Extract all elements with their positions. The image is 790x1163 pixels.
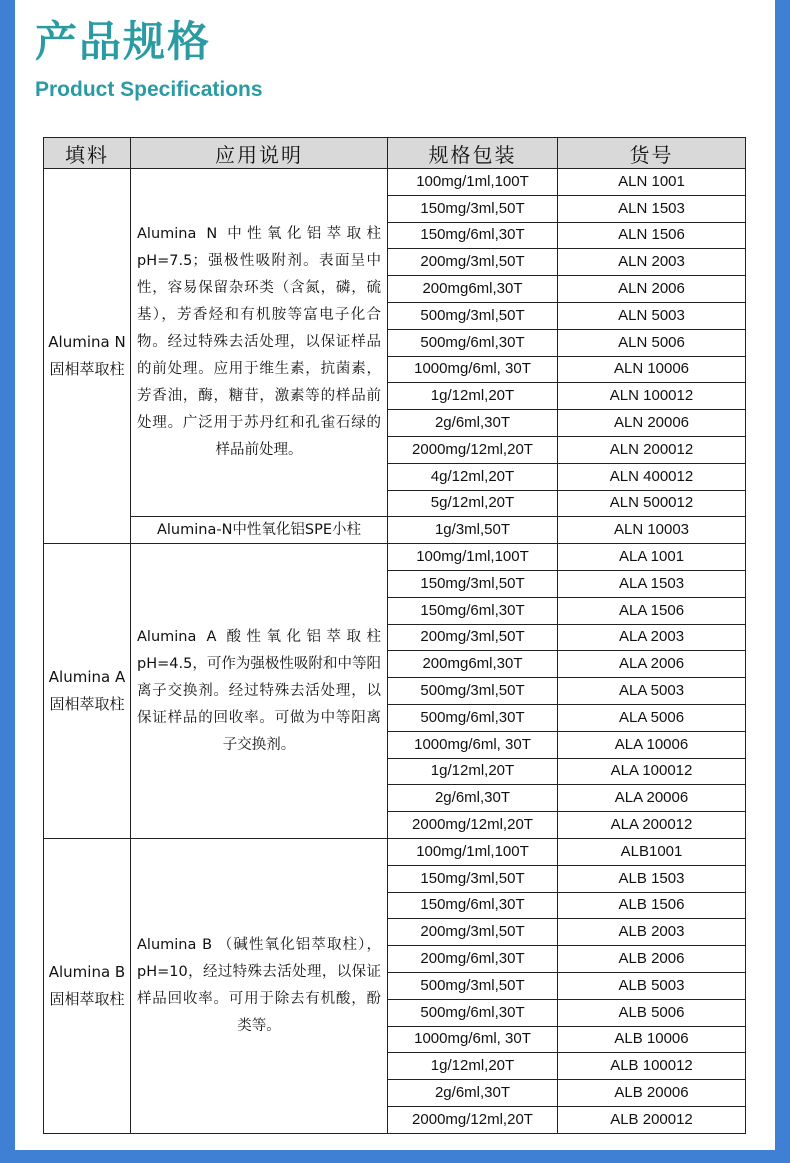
code-cell: ALN 400012 [558, 463, 746, 490]
spec-cell: 2g/6ml,30T [388, 1080, 558, 1107]
table-row [44, 517, 746, 544]
code-cell: ALB 200012 [558, 1106, 746, 1133]
spec-cell: 500mg/6ml,30T [388, 329, 558, 356]
code-cell: ALN 1506 [558, 222, 746, 249]
spec-cell: 200mg/6ml,30T [388, 946, 558, 973]
code-cell: ALN 5003 [558, 302, 746, 329]
code-cell: ALA 200012 [558, 812, 746, 839]
spec-cell: 1g/12ml,20T [388, 758, 558, 785]
spec-cell: 200mg/3ml,50T [388, 249, 558, 276]
code-cell: ALB1001 [558, 838, 746, 865]
spec-cell: 200mg/3ml,50T [388, 624, 558, 651]
spec-cell: 150mg/6ml,30T [388, 892, 558, 919]
header-description: 应用说明 [131, 138, 388, 169]
fill-name: Alumina A [48, 668, 126, 687]
spec-cell: 1000mg/6ml, 30T [388, 356, 558, 383]
code-cell: ALN 1001 [558, 169, 746, 196]
spec-cell: 1000mg/6ml, 30T [388, 731, 558, 758]
description-cell [131, 838, 388, 1133]
fill-cell [44, 169, 131, 544]
spec-cell: 200mg6ml,30T [388, 276, 558, 303]
fill-type: 固相萃取柱 [49, 989, 125, 1008]
code-cell: ALN 500012 [558, 490, 746, 517]
table-row [44, 838, 746, 865]
page-title: 产品规格 [35, 17, 212, 66]
code-cell: ALA 2003 [558, 624, 746, 651]
spec-cell: 200mg6ml,30T [388, 651, 558, 678]
code-cell: ALB 100012 [558, 1053, 746, 1080]
spec-cell: 2g/6ml,30T [388, 410, 558, 437]
spec-cell: 100mg/1ml,100T [388, 838, 558, 865]
spec-cell: 500mg/3ml,50T [388, 302, 558, 329]
code-cell: ALN 200012 [558, 436, 746, 463]
fill-cell [44, 544, 131, 839]
fill-name: Alumina B [48, 962, 126, 981]
description-cell [131, 169, 388, 517]
spec-cell: 1g/12ml,20T [388, 1053, 558, 1080]
spec-cell: 500mg/3ml,50T [388, 678, 558, 705]
spec-cell: 500mg/6ml,30T [388, 704, 558, 731]
spec-cell: 2000mg/12ml,20T [388, 436, 558, 463]
spec-cell: 2000mg/12ml,20T [388, 812, 558, 839]
code-cell: ALA 5006 [558, 704, 746, 731]
spe-description-cell: Alumina-N中性氧化铝SPE小柱 [131, 517, 388, 544]
spec-cell: 5g/12ml,20T [388, 490, 558, 517]
spec-cell: 150mg/6ml,30T [388, 222, 558, 249]
fill-name: Alumina N [48, 333, 126, 352]
spec-cell: 2g/6ml,30T [388, 785, 558, 812]
spec-cell: 100mg/1ml,100T [388, 544, 558, 571]
spec-cell: 150mg/3ml,50T [388, 570, 558, 597]
spec-card [15, 0, 775, 1150]
header-fill: 填料 [44, 138, 131, 169]
spec-cell: 100mg/1ml,100T [388, 169, 558, 196]
description-text: Alumina A 酸性氧化铝萃取柱pH=4.5，可作为强极性吸附和中等阳离子交换剂。经过特殊去活处理，以保证样品的回收率。可做为中等阳离子交换剂。 [137, 628, 381, 753]
code-cell: ALA 1503 [558, 570, 746, 597]
description-text: Alumina B （碱性氧化铝萃取柱），pH=10，经过特殊去活处理，以保证样品回收率。可用于除去有机酸，酚类等。 [137, 936, 381, 1034]
code-cell: ALA 20006 [558, 785, 746, 812]
fill-cell [44, 838, 131, 1133]
description-text: Alumina N 中性氧化铝萃取柱pH=7.5；强极性吸附剂。表面呈中性，容易保留杂环类（含氮，磷，硫基），芳香烃和有机胺等富电子化合物。经过特殊去活处理，以保证样品的前处理。应用于维生素，抗菌素，芳香油，酶，糖苷，激素等的样品前处理。广泛用于苏丹红和孔雀石绿的样品前处理。 [137, 226, 381, 459]
code-cell: ALB 5006 [558, 999, 746, 1026]
spec-cell: 1g/12ml,20T [388, 383, 558, 410]
code-cell: ALN 2006 [558, 276, 746, 303]
code-cell: ALB 2003 [558, 919, 746, 946]
fill-type: 固相萃取柱 [49, 360, 125, 379]
spec-cell: 4g/12ml,20T [388, 463, 558, 490]
code-cell: ALB 20006 [558, 1080, 746, 1107]
spec-cell: 2000mg/12ml,20T [388, 1106, 558, 1133]
description-cell [131, 544, 388, 839]
code-cell: ALN 1503 [558, 195, 746, 222]
code-cell: ALN 100012 [558, 383, 746, 410]
spec-cell: 500mg/6ml,30T [388, 999, 558, 1026]
code-cell: ALN 2003 [558, 249, 746, 276]
page-subtitle: Product Specifications [35, 78, 263, 101]
table-row [44, 544, 746, 571]
spec-cell: 1g/3ml,50T [388, 517, 558, 544]
code-cell: ALN 10003 [558, 517, 746, 544]
code-cell: ALB 5003 [558, 972, 746, 999]
code-cell: ALB 1506 [558, 892, 746, 919]
fill-type: 固相萃取柱 [49, 695, 125, 714]
table-row [44, 169, 746, 196]
code-cell: ALB 2006 [558, 946, 746, 973]
code-cell: ALB 1503 [558, 865, 746, 892]
code-cell: ALA 1506 [558, 597, 746, 624]
code-cell: ALN 5006 [558, 329, 746, 356]
code-cell: ALB 10006 [558, 1026, 746, 1053]
spec-cell: 1000mg/6ml, 30T [388, 1026, 558, 1053]
spec-cell: 150mg/3ml,50T [388, 865, 558, 892]
code-cell: ALN 10006 [558, 356, 746, 383]
spec-cell: 150mg/6ml,30T [388, 597, 558, 624]
spec-table [43, 137, 746, 1134]
table-body [44, 169, 746, 1134]
spec-cell: 200mg/3ml,50T [388, 919, 558, 946]
code-cell: ALA 5003 [558, 678, 746, 705]
code-cell: ALA 2006 [558, 651, 746, 678]
header-spec: 规格包装 [388, 138, 558, 169]
spec-cell: 500mg/3ml,50T [388, 972, 558, 999]
header-code: 货号 [558, 138, 746, 169]
table-header-row [44, 138, 746, 169]
code-cell: ALA 10006 [558, 731, 746, 758]
spec-cell: 150mg/3ml,50T [388, 195, 558, 222]
code-cell: ALA 1001 [558, 544, 746, 571]
code-cell: ALN 20006 [558, 410, 746, 437]
code-cell: ALA 100012 [558, 758, 746, 785]
